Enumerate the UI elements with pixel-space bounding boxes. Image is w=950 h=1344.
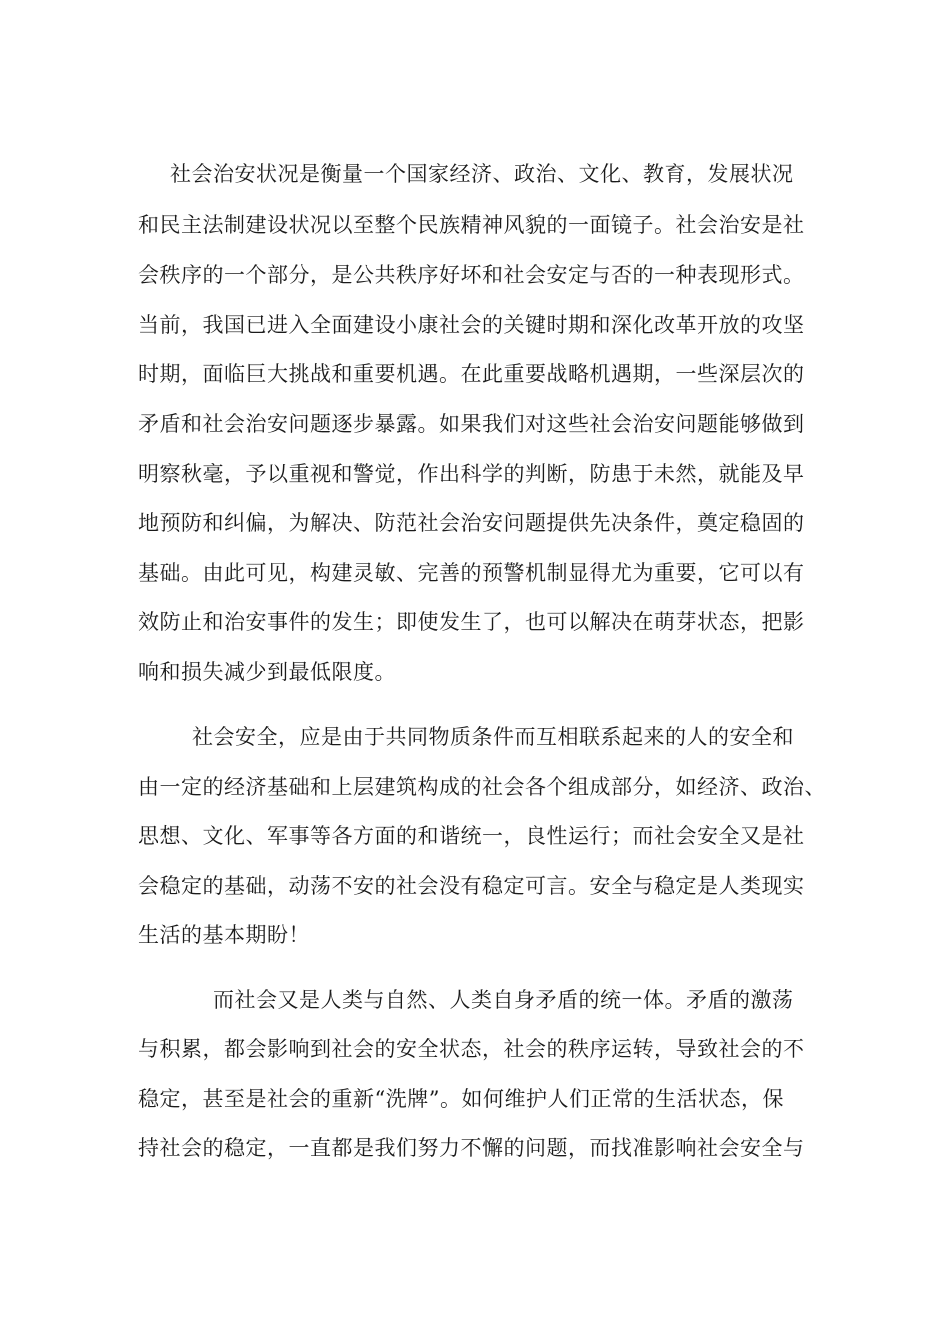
paragraph-3-line-1: 而社会又是人类与自然、人类自身矛盾的统一体。矛盾的激荡 <box>213 988 794 1012</box>
paragraph-1-line-6: 矛盾和社会治安问题逐步暴露。如果我们对这些社会治安问题能够做到 <box>138 412 805 436</box>
paragraph-1-line-5: 时期，面临巨大挑战和重要机遇。在此重要战略机遇期，一些深层次的 <box>138 362 805 386</box>
paragraph-2-line-2: 由一定的经济基础和上层建筑构成的社会各个组成部分，如经济、政治、 <box>138 775 826 799</box>
paragraph-1-line-10: 效防止和治安事件的发生；即使发生了，也可以解决在萌芽状态，把影 <box>138 610 805 634</box>
paragraph-3-line-4: 持社会的稳定，一直都是我们努力不懈的问题，而找准影响社会安全与 <box>138 1136 805 1160</box>
paragraph-1-line-1: 社会治安状况是衡量一个国家经济、政治、文化、教育，发展状况 <box>170 162 794 186</box>
paragraph-1-line-3: 会秩序的一个部分，是公共秩序好坏和社会安定与否的一种表现形式。 <box>138 263 805 287</box>
paragraph-1-line-8: 地预防和纠偏，为解决、防范社会治安问题提供先决条件，奠定稳固的 <box>138 511 805 535</box>
paragraph-2-line-3: 思想、文化、军事等各方面的和谐统一，良性运行；而社会安全又是社 <box>138 824 805 848</box>
paragraph-3-line-3: 稳定，甚至是社会的重新“洗牌”。如何维护人们正常的生活状态，保 <box>138 1087 784 1111</box>
paragraph-3-line-2: 与积累，都会影响到社会的安全状态，社会的秩序运转，导致社会的不 <box>138 1037 805 1061</box>
paragraph-2-line-1: 社会安全，应是由于共同物质条件而互相联系起来的人的安全和 <box>192 725 794 749</box>
paragraph-1-line-4: 当前，我国已进入全面建设小康社会的关键时期和深化改革开放的攻坚 <box>138 313 805 337</box>
paragraph-1-line-9: 基础。由此可见，构建灵敏、完善的预警机制显得尤为重要，它可以有 <box>138 561 805 585</box>
paragraph-1-line-7: 明察秋毫，予以重视和警觉，作出科学的判断，防患于未然，就能及早 <box>138 462 805 486</box>
paragraph-1-line-11: 响和损失减少到最低限度。 <box>138 660 396 684</box>
paragraph-2-line-5: 生活的基本期盼！ <box>138 923 310 947</box>
paragraph-1-line-2: 和民主法制建设状况以至整个民族精神风貌的一面镜子。社会治安是社 <box>138 213 805 237</box>
paragraph-2-line-4: 会稳定的基础，动荡不安的社会没有稳定可言。安全与稳定是人类现实 <box>138 874 805 898</box>
